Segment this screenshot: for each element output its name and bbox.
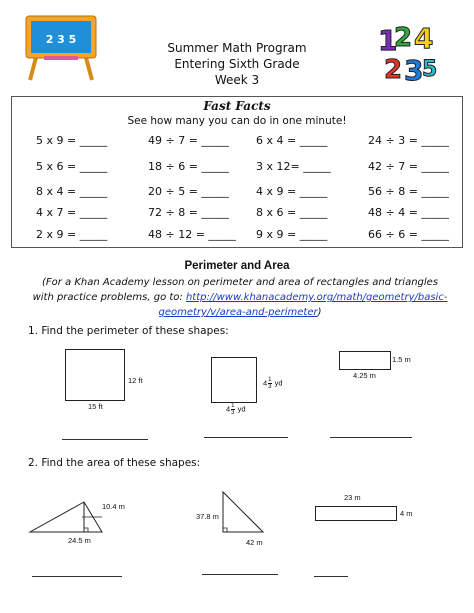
svg-text:5: 5 — [422, 57, 438, 82]
fact-r1-c1: 5 x 9 = _____ — [36, 134, 108, 147]
fact-r5-c1: 2 x 9 = _____ — [36, 228, 108, 241]
fact-r5-c4: 66 ÷ 6 = _____ — [368, 228, 449, 241]
shape2-unit: yd — [274, 378, 283, 388]
answer-line-1 — [62, 439, 148, 440]
shape2-side-label — [263, 377, 283, 390]
triangle1-base-label: 24.5 m — [68, 536, 91, 545]
shape2-bottom-num: 1 — [231, 403, 235, 409]
shape3-height-label: 1.5 m — [392, 355, 411, 364]
fast-facts-box — [11, 96, 463, 248]
triangle1-pointer — [82, 504, 102, 508]
answer-line-6 — [314, 576, 348, 577]
rectangle-15x12 — [65, 349, 125, 401]
chalkboard-clipart — [22, 10, 100, 82]
answer-line-3 — [330, 437, 412, 438]
fact-r3-c3: 4 x 9 = _____ — [256, 185, 328, 198]
svg-text:2: 2 — [394, 23, 413, 53]
fact-r1-c3: 6 x 4 = _____ — [256, 134, 328, 147]
fast-facts-title: Fast Facts — [203, 99, 271, 113]
shape2-bottom-unit: yd — [237, 404, 246, 414]
question-1: 1. Find the perimeter of these shapes: — [28, 325, 229, 337]
svg-text:4: 4 — [414, 22, 434, 55]
fact-r2-c3: 3 x 12= _____ — [256, 160, 331, 173]
shape1-width-label: 15 ft — [88, 402, 103, 411]
svg-text:1: 1 — [378, 24, 398, 57]
fact-r4-c4: 48 ÷ 4 = _____ — [368, 206, 449, 219]
shape2-frac-num: 1 — [268, 377, 272, 383]
shape2-side-whole: 4 — [263, 378, 268, 388]
fact-r4-c2: 72 ÷ 8 = _____ — [148, 206, 229, 219]
intro-prefix: (For a Khan Academy lesson on perimeter and area of rectangles and triangles with practice problems, go to: — [32, 277, 439, 303]
numbers-clipart — [374, 20, 442, 86]
shape3-width-label: 4.25 m — [353, 371, 376, 380]
answer-line-5 — [202, 574, 278, 575]
fact-r5-c2: 48 ÷ 12 = _____ — [148, 228, 236, 241]
fact-r1-c2: 49 ÷ 7 = _____ — [148, 134, 229, 147]
svg-text:3: 3 — [404, 54, 424, 86]
rect3-height-label: 4 m — [400, 509, 413, 518]
shape2-bottom-label — [226, 403, 246, 416]
fact-r4-c1: 4 x 7 = _____ — [36, 206, 108, 219]
triangle-1 — [28, 494, 128, 534]
header-line-3: Week 3 — [214, 73, 260, 87]
khan-academy-link[interactable]: http://www.khanacademy.org/math/geometry/basic-geometry/v/area-and-perimeter — [158, 292, 448, 318]
fact-r2-c4: 42 ÷ 7 = _____ — [368, 160, 449, 173]
fact-r2-c1: 5 x 6 = _____ — [36, 160, 108, 173]
fact-r5-c3: 9 x 9 = _____ — [256, 228, 328, 241]
fact-r3-c4: 56 ÷ 8 = _____ — [368, 185, 449, 198]
section-title: Perimeter and Area — [184, 260, 290, 272]
question-2: 2. Find the area of these shapes: — [28, 457, 201, 469]
shape2-bottom-whole: 4 — [226, 404, 231, 414]
answer-line-4 — [32, 576, 122, 577]
header-line-2: Entering Sixth Grade — [174, 57, 300, 71]
triangle1-height-label: 10.4 m — [102, 502, 125, 511]
shape2-frac-den: 3 — [268, 384, 272, 390]
intro-suffix: ) — [317, 307, 322, 318]
fact-r2-c2: 18 ÷ 6 = _____ — [148, 160, 229, 173]
fact-r4-c3: 8 x 6 = _____ — [256, 206, 328, 219]
triangle2-base-label: 42 m — [246, 538, 263, 547]
square-4-1-3-yd — [211, 357, 257, 403]
rectangle-23x4 — [315, 506, 397, 521]
rect3-width-label: 23 m — [344, 493, 361, 502]
fact-r3-c1: 8 x 4 = _____ — [36, 185, 108, 198]
intro-text — [30, 275, 450, 320]
shape2-bottom-den: 3 — [231, 410, 235, 416]
answer-line-2 — [204, 437, 288, 438]
shape1-height-label: 12 ft — [128, 376, 143, 385]
fact-r3-c2: 20 ÷ 5 = _____ — [148, 185, 229, 198]
fast-facts-subtitle: See how many you can do in one minute! — [127, 115, 347, 127]
rectangle-4-25x1-5 — [339, 351, 391, 370]
header-line-1: Summer Math Program — [167, 41, 307, 55]
fact-r1-c4: 24 ÷ 3 = _____ — [368, 134, 449, 147]
svg-text:2: 2 — [384, 55, 403, 85]
triangle2-height-label: 37.8 m — [196, 512, 219, 521]
chalkboard-numbers: 2 3 5 — [45, 33, 77, 46]
